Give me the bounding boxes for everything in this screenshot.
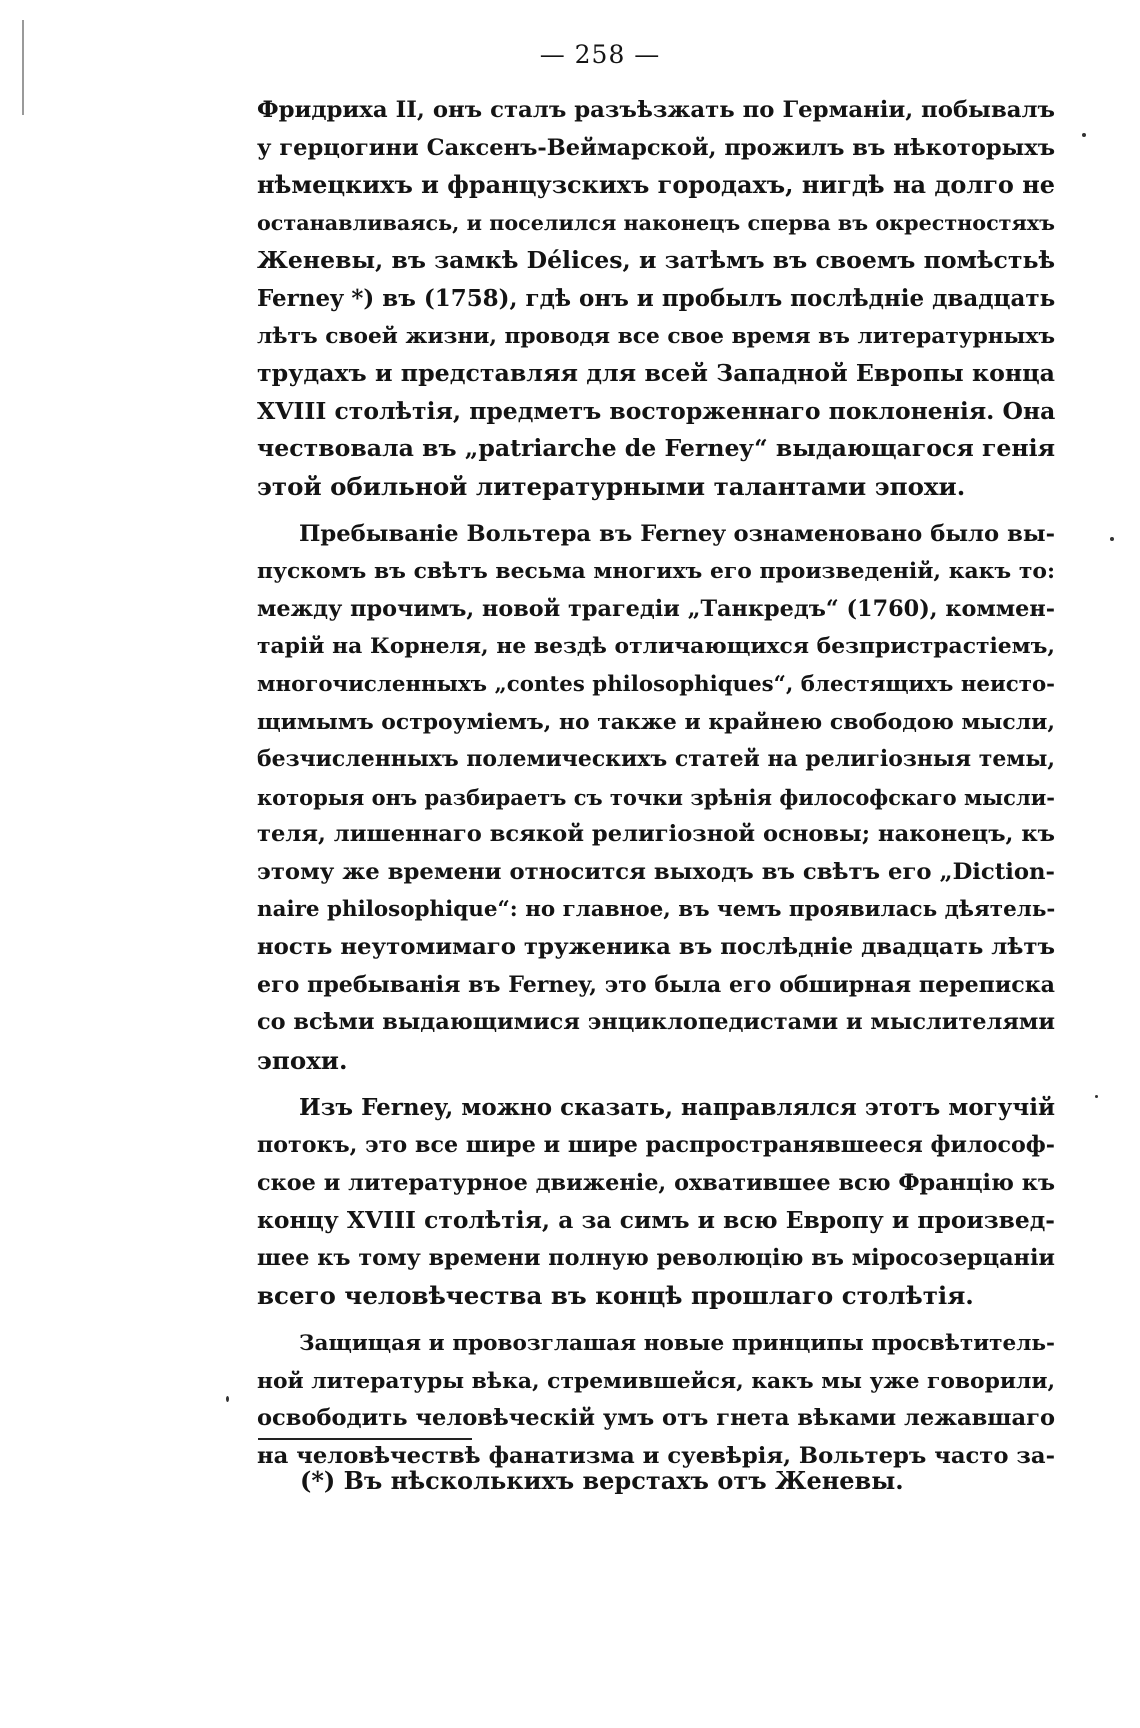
text-line: пускомъ въ свѣтъ весьма многихъ его произведеній, какъ то: bbox=[257, 558, 1055, 585]
text-line: этой обильной литературными талантами эпохи. bbox=[257, 471, 966, 501]
text-line: теля, лишеннаго всякой религіозной основы; наконецъ, къ bbox=[257, 821, 1055, 848]
print-speck bbox=[1082, 133, 1086, 137]
footnote-separator bbox=[258, 1438, 472, 1440]
text-line: между прочимъ, новой трагедіи „Танкредъ“ (1760), коммен- bbox=[257, 595, 1055, 622]
text-line: Защищая и провозглашая новые принципы просвѣтитель- bbox=[299, 1331, 1055, 1356]
text-line: Пребываніе Вольтера въ Ferney ознаменовано было вы- bbox=[299, 520, 1055, 547]
paragraph-gap bbox=[257, 506, 1055, 516]
text-line: его пребыванія въ Ferney, это была его обширная переписка bbox=[257, 971, 1055, 998]
text-line: лѣтъ своей жизни, проводя все свое время въ литературныхъ bbox=[257, 323, 1055, 349]
text-line: многочисленныхъ „contes philosophiques“, блестящихъ неисто- bbox=[257, 671, 1055, 697]
text-line: XVIII столѣтія, предметъ восторженнаго поклоненія. Она bbox=[257, 396, 1056, 425]
text-line: эпохи. bbox=[257, 1045, 348, 1075]
text-line: Изъ Ferney, можно сказать, направлялся этотъ могучій bbox=[299, 1094, 1055, 1122]
page-number: — 258 — bbox=[539, 40, 661, 69]
paragraph-gap bbox=[257, 1315, 1055, 1325]
text-line: ной литературы вѣка, стремившейся, какъ мы уже говорили, bbox=[257, 1368, 1056, 1394]
text-line: щимымъ остроуміемъ, но также и крайнею свободою мысли, bbox=[257, 708, 1055, 735]
text-line: чествовала въ „patriarche de Ferney“ выдающагося генія bbox=[257, 434, 1056, 463]
text-line: тарій на Корнеля, не вездѣ отличающихся безпристрастіемъ, bbox=[257, 633, 1055, 660]
text-line: которыя онъ разбираетъ съ точки зрѣнія философскаго мысли- bbox=[257, 784, 1055, 810]
text-line: Женевы, въ замкѣ Délices, и затѣмъ въ своемъ помѣстьѣ bbox=[257, 246, 1055, 275]
text-line: шее къ тому времени полную революцію въ міросозерцаніи bbox=[257, 1244, 1055, 1271]
text-line: Ferney *) въ (1758), гдѣ онъ и пробылъ послѣдніе двадцать bbox=[257, 284, 1056, 312]
footnote: (*) Въ нѣсколькихъ верстахъ отъ Женевы. bbox=[300, 1466, 904, 1495]
text-line: трудахъ и представляя для всей Западной Европы конца bbox=[257, 359, 1055, 388]
print-speck bbox=[1110, 537, 1114, 541]
text-line: со всѣми выдающимися энциклопедистами и мыслителями bbox=[257, 1009, 1055, 1036]
main-text-body bbox=[257, 92, 1055, 1475]
text-line: Фридриха II, онъ сталъ разъѣзжать по Германіи, побывалъ bbox=[257, 97, 1055, 123]
paragraph-gap bbox=[257, 1079, 1055, 1089]
print-speck bbox=[1095, 1095, 1098, 1098]
text-line: останавливаясь, и поселился наконецъ сперва въ окрестностяхъ bbox=[257, 210, 1055, 235]
text-line: нѣмецкихъ и французскихъ городахъ, нигдѣ на долго не bbox=[257, 171, 1055, 200]
text-line: освободить человѣческій умъ отъ гнета вѣками лежавшаго bbox=[257, 1405, 1055, 1432]
text-line: у герцогини Саксенъ-Веймарской, прожилъ въ нѣкоторыхъ bbox=[257, 134, 1055, 161]
text-line: безчисленныхъ полемическихъ статей на религіозныя темы, bbox=[257, 746, 1055, 773]
text-line: всего человѣчества въ концѣ прошлаго столѣтія. bbox=[257, 1281, 974, 1311]
text-line: потокъ, это все шире и шире распространявшееся философ- bbox=[257, 1132, 1055, 1159]
text-line: на человѣчествѣ фанатизма и суевѣрія, Вольтеръ часто за- bbox=[257, 1442, 1055, 1469]
text-line: ность неутомимаго труженика въ послѣдніе двадцать лѣтъ bbox=[257, 934, 1055, 961]
print-speck bbox=[226, 1396, 229, 1402]
text-line: ское и литературное движеніе, охватившее всю Францію къ bbox=[257, 1169, 1055, 1196]
text-line: концу XVIII столѣтія, а за симъ и всю Европу и произвед- bbox=[257, 1206, 1055, 1235]
text-line: naire philosophique“: но главное, въ чемъ проявилась дѣятель- bbox=[257, 897, 1056, 923]
text-line: этому же времени относится выходъ въ свѣтъ его „Diction- bbox=[257, 858, 1055, 885]
